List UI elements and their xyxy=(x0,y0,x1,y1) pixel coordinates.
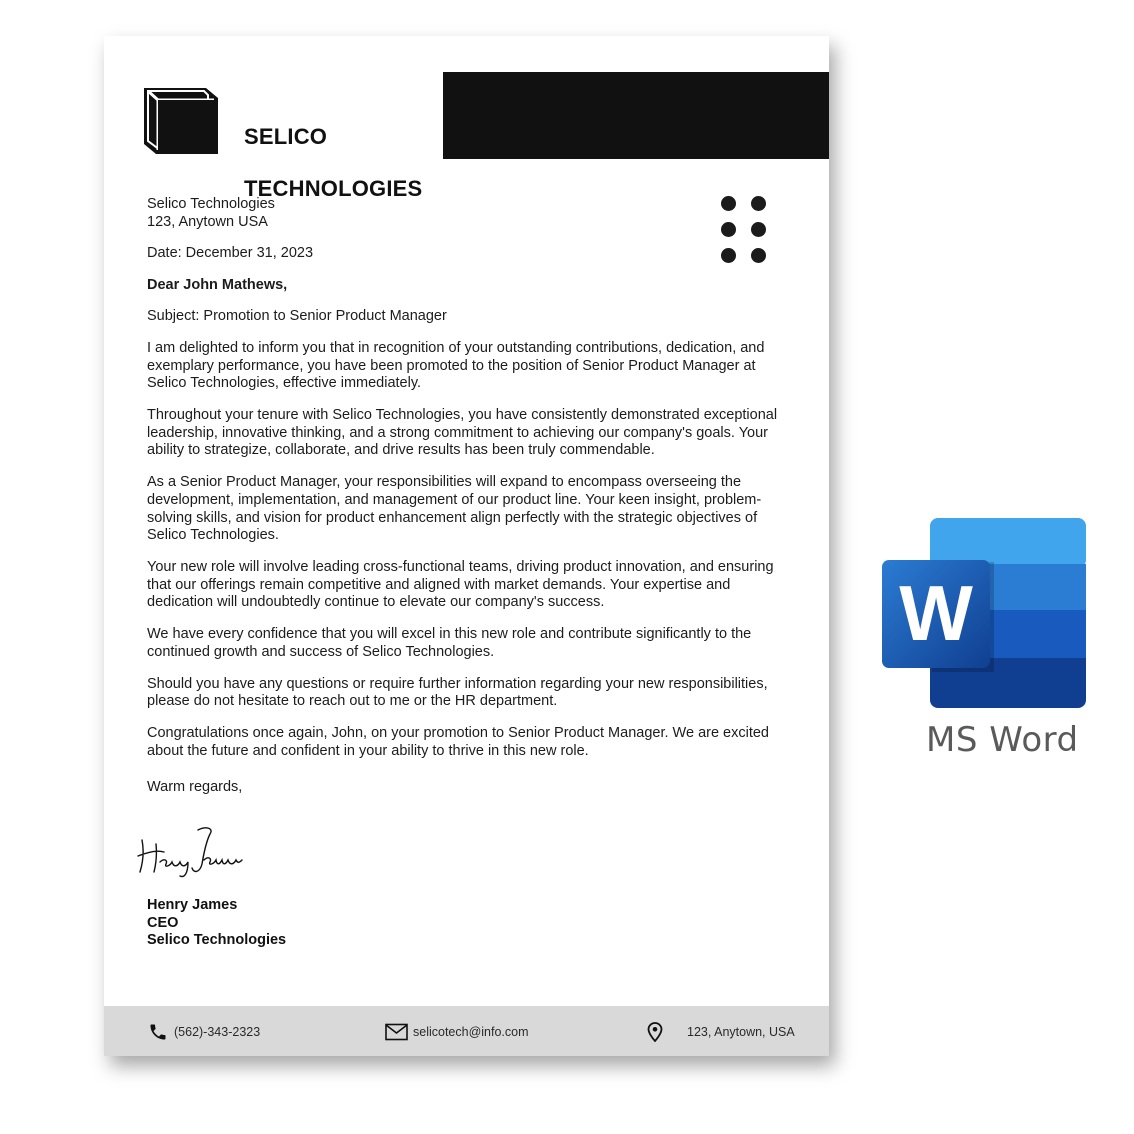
company-name-line1: SELICO xyxy=(244,124,328,149)
company-name-line2: TECHNOLOGIES xyxy=(244,176,423,201)
paragraph: I am delighted to inform you that in recognition of your outstanding contributions, dedication, and exemplary performance, you have been promoted to the position of Senior Product Manager at Selico Technologies, effective immediately. xyxy=(147,339,765,392)
sender-address: 123, Anytown USA xyxy=(147,213,268,230)
signer-name: Henry James xyxy=(147,897,238,913)
letter-body xyxy=(147,196,787,796)
location-pin-icon xyxy=(647,1022,663,1042)
subject-line: Subject: Promotion to Senior Product Manager xyxy=(147,308,447,325)
footer-email xyxy=(385,1021,529,1043)
ms-word-icon xyxy=(882,518,1086,710)
paragraph: As a Senior Product Manager, your responsibilities will expand to encompass overseeing the development, implementation, and management of our product line. Your keen insight, problem-solving skills, and vision for product enhancement align perfectly with the strategic objectives of Selico Technologies. xyxy=(147,474,762,544)
handwritten-signature xyxy=(134,822,244,878)
closing: Warm regards, xyxy=(147,778,243,795)
letter-page xyxy=(104,36,829,1056)
signer-company: Selico Technologies xyxy=(147,932,287,949)
mail-icon xyxy=(385,1023,408,1041)
signer-block xyxy=(147,897,447,950)
header-black-bar xyxy=(443,72,829,159)
paragraph: Should you have any questions or require further information regarding your new responsibilities, please do not hesitate to reach out to me or the HR department. xyxy=(147,675,768,710)
ms-word-label: MS Word xyxy=(926,720,1079,760)
sender-name: Selico Technologies xyxy=(147,196,275,212)
footer-address xyxy=(647,1021,795,1043)
word-letter: W xyxy=(899,569,973,657)
company-address: 123, Anytown, USA xyxy=(687,1025,795,1039)
paragraph: We have every confidence that you will excel in this new role and contribute significantly to the continued growth and success of Selico Technologies. xyxy=(147,626,752,660)
salutation: Dear John Mathews, xyxy=(147,276,288,293)
paragraph: Your new role will involve leading cross-functional teams, driving product innovation, and ensuring that our offerings remain competitive and aligned with market demands. Your expertise and dedication will undoubtedly continue to elevate our company's success. xyxy=(147,559,774,611)
paragraph: Throughout your tenure with Selico Technologies, you have consistently demonstrated exceptional leadership, innovative thinking, and a strong commitment to achieving our company's goals. Your ability to strategize, collaborate, and drive results has been truly commendable. xyxy=(147,407,778,459)
signer-title: CEO xyxy=(147,914,179,931)
letter-date: Date: December 31, 2023 xyxy=(147,245,314,262)
email-address: selicotech@info.com xyxy=(413,1025,529,1039)
paragraph: Congratulations once again, John, on your promotion to Senior Product Manager. We are excited about the future and confident in your ability to thrive in this new role. xyxy=(147,725,769,759)
phone-icon xyxy=(148,1022,168,1042)
footer-bar xyxy=(104,1006,829,1056)
cube-logo-icon xyxy=(142,86,220,156)
footer-phone xyxy=(148,1021,260,1043)
phone-number: (562)-343-2323 xyxy=(174,1025,261,1039)
